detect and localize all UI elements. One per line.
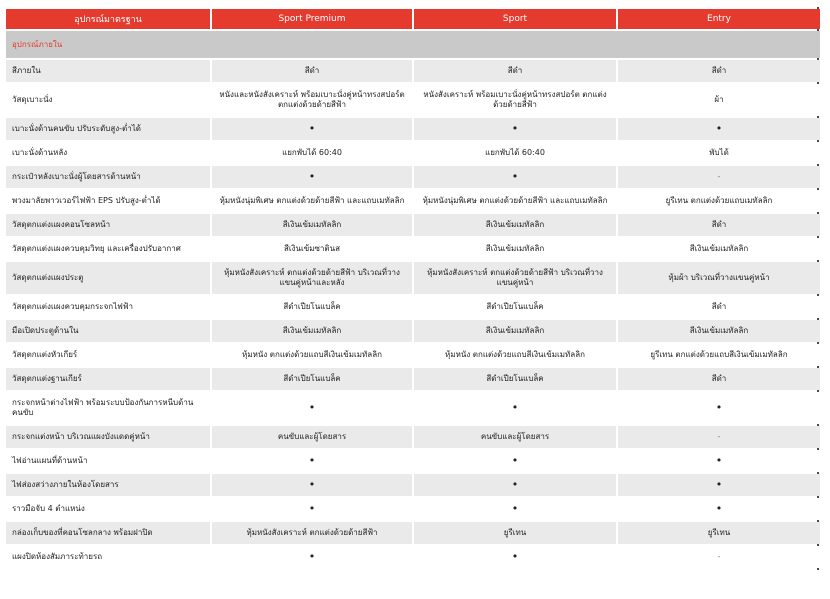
entry-cell: ยูรีเทน ตกแต่งด้วยแถบเมทัลลิก — [618, 190, 820, 212]
entry-cell: • — [618, 118, 820, 140]
sport-premium-cell: • — [212, 498, 412, 520]
feature-cell: กระเป๋าหลังเบาะนั่งผู้โดยสารด้านหน้า — [6, 166, 210, 188]
sport-cell: สีดำเปียโนแบล็ค — [414, 368, 616, 390]
sport-premium-cell: สีเงินเข้มซาตินส — [212, 238, 412, 260]
sport-cell: หุ้มหนังนุ่มพิเศษ ตกแต่งด้วยด้ายสีฟ้า และแถบเมทัลลิก — [414, 190, 616, 212]
table-row — [6, 296, 820, 318]
sport-premium-cell: • — [212, 546, 412, 568]
sport-premium-cell: แยกพับได้ 60:40 — [212, 142, 412, 164]
sport-cell: หุ้มหนัง ตกแต่งด้วยแถบสีเงินเข้มเมทัลลิก — [414, 344, 616, 366]
entry-cell: สีดำ — [618, 296, 820, 318]
header-entry: Entry — [618, 9, 820, 29]
feature-cell: กล่องเก็บของที่คอนโซลกลาง พร้อมฝาปิด — [6, 522, 210, 544]
entry-cell: สีดำ — [618, 368, 820, 390]
sport-cell: • — [414, 450, 616, 472]
feature-cell: ราวมือจับ 4 ตำแหน่ง — [6, 498, 210, 520]
table-row — [6, 320, 820, 342]
sport-premium-cell: • — [212, 474, 412, 496]
feature-cell: พวงมาลัยพาวเวอร์ไฟฟ้า EPS ปรับสูง-ต่ำได้ — [6, 190, 210, 212]
sport-premium-cell: หุ้มหนังสังเคราะห์ ตกแต่งด้วยด้ายสีฟ้า — [212, 522, 412, 544]
sport-cell: • — [414, 392, 616, 424]
table-row — [6, 392, 820, 424]
entry-cell: พับได้ — [618, 142, 820, 164]
feature-cell: แผงปิดห้องสัมภาระท้ายรถ — [6, 546, 210, 568]
feature-cell: สีภายใน — [6, 60, 210, 82]
feature-cell: วัสดุตกแต่งแผงคอนโซลหน้า — [6, 214, 210, 236]
table-row — [6, 368, 820, 390]
table-row — [6, 118, 820, 140]
feature-cell: วัสดุตกแต่งหัวเกียร์ — [6, 344, 210, 366]
sport-premium-cell: สีดำเปียโนแบล็ค — [212, 296, 412, 318]
entry-cell: สีดำ — [618, 60, 820, 82]
sport-cell: ยูรีเทน — [414, 522, 616, 544]
sport-premium-cell: คนขับและผู้โดยสาร — [212, 426, 412, 448]
feature-cell: วัสดุตกแต่งแผงควบคุมวิทยุ และเครื่องปรับอากาศ — [6, 238, 210, 260]
sport-premium-cell: สีดำ — [212, 60, 412, 82]
feature-cell: เบาะนั่งด้านคนขับ ปรับระดับสูง-ต่ำได้ — [6, 118, 210, 140]
sport-cell: สีเงินเข้มเมทัลลิก — [414, 238, 616, 260]
entry-cell: • — [618, 474, 820, 496]
sport-cell: หุ้มหนังสังเคราะห์ ตกแต่งด้วยด้ายสีฟ้า บริเวณที่วางแขนคู่หน้า — [414, 262, 616, 294]
entry-cell: • — [618, 450, 820, 472]
entry-cell: • — [618, 392, 820, 424]
entry-cell: - — [618, 166, 820, 188]
table-row — [6, 142, 820, 164]
table-row — [6, 450, 820, 472]
table-row — [6, 546, 820, 568]
header-sport: Sport — [414, 9, 616, 29]
table-row — [6, 166, 820, 188]
table-row — [6, 522, 820, 544]
entry-cell: สีเงินเข้มเมทัลลิก — [618, 320, 820, 342]
table-row — [6, 60, 820, 82]
table-row — [6, 262, 820, 294]
sport-premium-cell: สีเงินเข้มเมทัลลิก — [212, 320, 412, 342]
feature-cell: วัสดุเบาะนั่ง — [6, 84, 210, 116]
sport-premium-cell: หุ้มหนัง ตกแต่งด้วยแถบสีเงินเข้มเมทัลลิก — [212, 344, 412, 366]
section-row — [6, 31, 820, 58]
sport-cell: • — [414, 498, 616, 520]
feature-cell: วัสดุตกแต่งแผงควบคุมกระจกไฟฟ้า — [6, 296, 210, 318]
sport-cell: สีดำ — [414, 60, 616, 82]
entry-cell: สีเงินเข้มเมทัลลิก — [618, 238, 820, 260]
entry-cell: ยูรีเทน — [618, 522, 820, 544]
feature-cell: วัสดุตกแต่งฐานเกียร์ — [6, 368, 210, 390]
table-row — [6, 344, 820, 366]
sport-cell: แยกพับได้ 60:40 — [414, 142, 616, 164]
sport-premium-cell: สีดำเปียโนแบล็ค — [212, 368, 412, 390]
section-title: อุปกรณ์ภายใน — [6, 31, 820, 58]
feature-cell: กระจกหน้าต่างไฟฟ้า พร้อมระบบป้องกันการหนีบด้านคนขับ — [6, 392, 210, 424]
table-row — [6, 426, 820, 448]
table-row — [6, 190, 820, 212]
entry-cell: • — [618, 498, 820, 520]
sport-cell: สีดำเปียโนแบล็ค — [414, 296, 616, 318]
sport-cell: หนังสังเคราะห์ พร้อมเบาะนั่งคู่หน้าทรงสปอร์ต ตกแต่งด้วยด้ายสีฟ้า — [414, 84, 616, 116]
sport-premium-cell: • — [212, 166, 412, 188]
sport-cell: • — [414, 474, 616, 496]
feature-cell: ไฟอ่านแผนที่ด้านหน้า — [6, 450, 210, 472]
sport-premium-cell: หุ้มหนังสังเคราะห์ ตกแต่งด้วยด้ายสีฟ้า บริเวณที่วางแขนคู่หน้าและหลัง — [212, 262, 412, 294]
table-row — [6, 214, 820, 236]
sport-cell: • — [414, 118, 616, 140]
table-row — [6, 498, 820, 520]
table-row — [6, 84, 820, 116]
sport-cell: • — [414, 166, 616, 188]
sport-premium-cell: • — [212, 450, 412, 472]
spec-table-body — [6, 31, 820, 568]
spec-table — [4, 7, 822, 570]
feature-cell: กระจกแต่งหน้า บริเวณแผงบังแดดคู่หน้า — [6, 426, 210, 448]
sport-cell: สีเงินเข้มเมทัลลิก — [414, 214, 616, 236]
sport-cell: • — [414, 546, 616, 568]
sport-premium-cell: • — [212, 392, 412, 424]
sport-premium-cell: หนังและหนังสังเคราะห์ พร้อมเบาะนั่งคู่หน้าทรงสปอร์ต ตกแต่งด้วยด้ายสีฟ้า — [212, 84, 412, 116]
sport-cell: คนขับและผู้โดยสาร — [414, 426, 616, 448]
entry-cell: ยูรีเทน ตกแต่งด้วยแถบสีเงินเข้มเมทัลลิก — [618, 344, 820, 366]
spec-table-container — [4, 7, 819, 570]
feature-cell: วัสดุตกแต่งแผงประตู — [6, 262, 210, 294]
sport-premium-cell: • — [212, 118, 412, 140]
feature-cell: เบาะนั่งด้านหลัง — [6, 142, 210, 164]
header-row — [6, 9, 820, 29]
sport-premium-cell: สีเงินเข้มเมทัลลิก — [212, 214, 412, 236]
sport-premium-cell: หุ้มหนังนุ่มพิเศษ ตกแต่งด้วยด้ายสีฟ้า และแถบเมทัลลิก — [212, 190, 412, 212]
feature-cell: ไฟส่องสว่างภายในห้องโดยสาร — [6, 474, 210, 496]
feature-cell: มือเปิดประตูด้านใน — [6, 320, 210, 342]
header-feature: อุปกรณ์มาตรฐาน — [6, 9, 210, 29]
sport-cell: สีเงินเข้มเมทัลลิก — [414, 320, 616, 342]
header-sport-premium: Sport Premium — [212, 9, 412, 29]
entry-cell: - — [618, 426, 820, 448]
entry-cell: สีดำ — [618, 214, 820, 236]
entry-cell: หุ้มผ้า บริเวณที่วางแขนคู่หน้า — [618, 262, 820, 294]
entry-cell: ผ้า — [618, 84, 820, 116]
table-row — [6, 474, 820, 496]
entry-cell: - — [618, 546, 820, 568]
table-row — [6, 238, 820, 260]
